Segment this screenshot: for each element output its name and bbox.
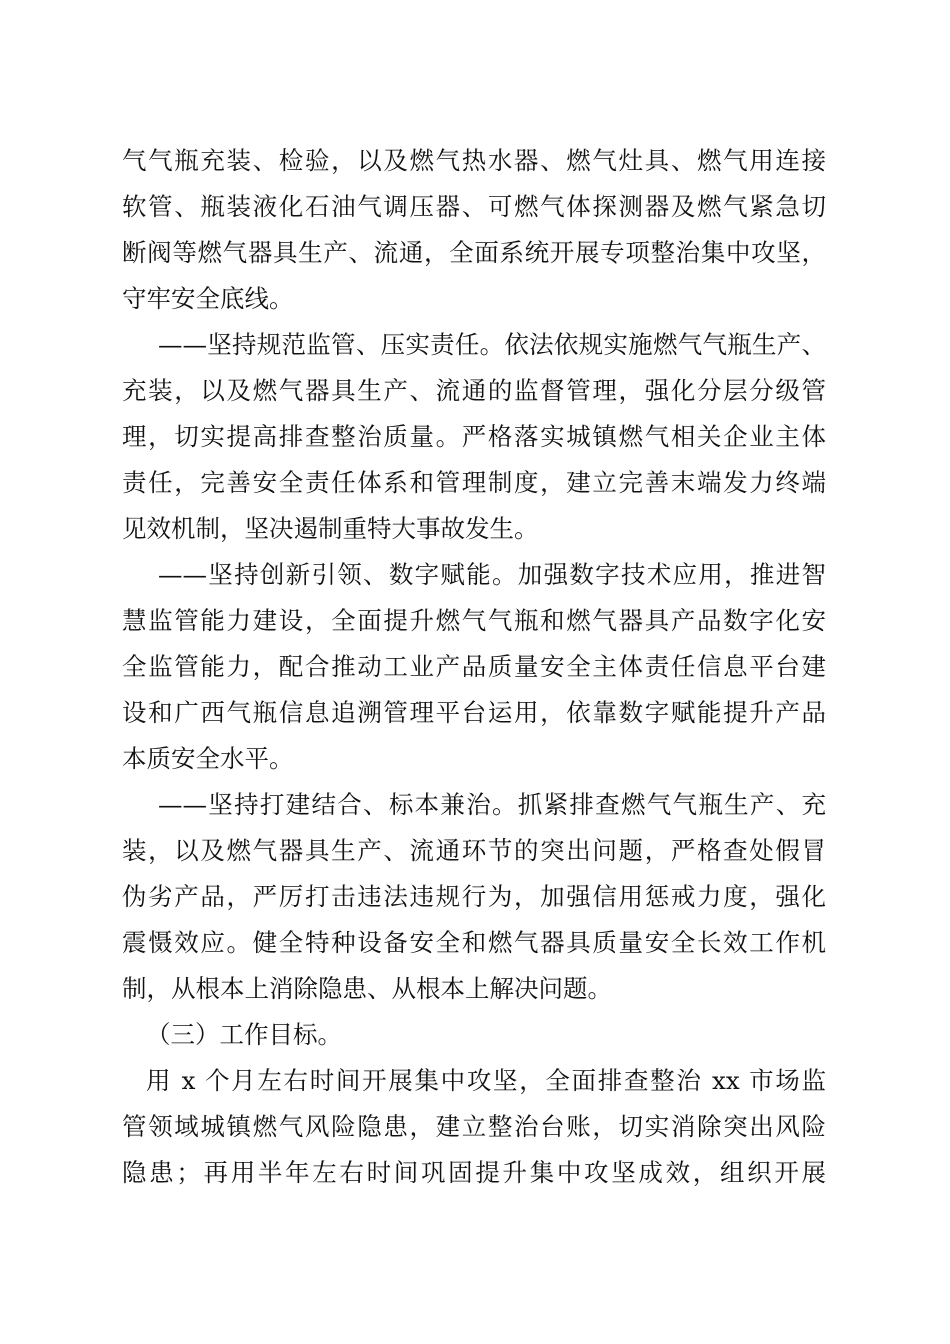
principle-paragraph-start: ——坚持创新引领、数字赋能。加强数字技术应用，推进智 <box>158 560 826 589</box>
body-text-line: 用 x 个月左右时间开展集中攻坚，全面排查整治 xx 市场监 <box>146 1066 826 1095</box>
body-text-line: 隐患；再用半年左右时间巩固提升集中攻坚成效，组织开展 <box>122 1158 826 1187</box>
body-text-line: 责任，完善安全责任体系和管理制度，建立完善末端发力终端 <box>122 468 826 497</box>
body-text-line: 震慑效应。健全特种设备安全和燃气器具质量安全长效工作机 <box>122 928 826 957</box>
body-text-line: 设和广西气瓶信息追溯管理平台运用，依靠数字赋能提升产品 <box>122 698 826 727</box>
body-text-line: 管领域城镇燃气风险隐患，建立整治台账，切实消除突出风险 <box>122 1112 826 1141</box>
principle-paragraph-start: ——坚持打建结合、标本兼治。抓紧排查燃气气瓶生产、充 <box>158 790 826 819</box>
body-text-line: 理，切实提高排查整治质量。严格落实城镇燃气相关企业主体 <box>122 422 826 451</box>
body-text-line: 慧监管能力建设，全面提升燃气气瓶和燃气器具产品数字化安 <box>122 606 826 635</box>
section-heading: （三）工作目标。 <box>146 1020 342 1049</box>
body-text-line: 守牢安全底线。 <box>122 284 294 313</box>
body-text-line: 装，以及燃气器具生产、流通环节的突出问题，严格查处假冒 <box>122 836 826 865</box>
body-text-line: 软管、瓶装液化石油气调压器、可燃气体探测器及燃气紧急切 <box>122 192 826 221</box>
body-text-line: 本质安全水平。 <box>122 744 294 773</box>
principle-paragraph-start: ——坚持规范监管、压实责任。依法依规实施燃气气瓶生产、 <box>158 330 826 359</box>
body-text-line: 气气瓶充装、检验，以及燃气热水器、燃气灶具、燃气用连接 <box>122 146 826 175</box>
body-text-line: 全监管能力，配合推动工业产品质量安全主体责任信息平台建 <box>122 652 826 681</box>
body-text-line: 见效机制，坚决遏制重特大事故发生。 <box>122 514 539 543</box>
body-text-line: 充装，以及燃气器具生产、流通的监督管理，强化分层分级管 <box>122 376 826 405</box>
body-text-line: 制，从根本上消除隐患、从根本上解决问题。 <box>122 974 612 1003</box>
body-text-line: 伪劣产品，严厉打击违法违规行为，加强信用惩戒力度，强化 <box>122 882 826 911</box>
body-text-line: 断阀等燃气器具生产、流通，全面系统开展专项整治集中攻坚， <box>122 238 826 267</box>
